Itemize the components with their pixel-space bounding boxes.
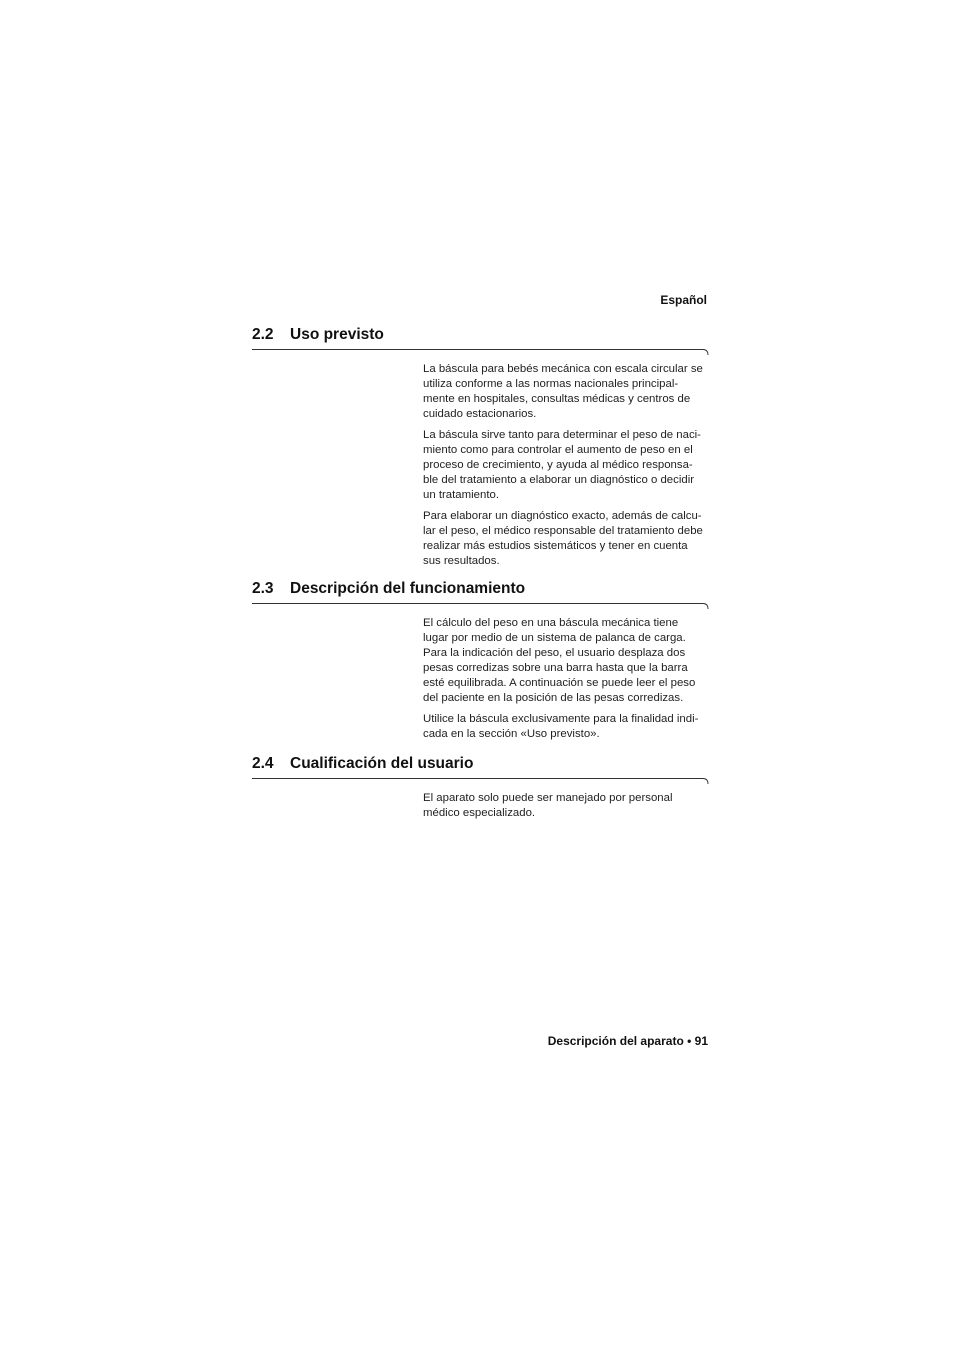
section-title: Cualificación del usuario: [290, 755, 474, 772]
section-title: Descripción del funcionamiento: [290, 580, 526, 597]
section-body: [423, 362, 711, 569]
section-rule: [252, 349, 709, 357]
paragraph: Para elaborar un diagnóstico exacto, además de calcu- lar el peso, el médico responsable del tratamiento debe realizar más estudios sistemáticos y tener en cuenta sus resultados.: [423, 510, 703, 567]
language-label: Español: [660, 293, 707, 307]
section-heading: [252, 579, 709, 599]
paragraph: La báscula para bebés mecánica con escala circular se utiliza conforme a las normas nacionales principal- mente en hospitales, consultas médicas y centros de cuidado estacionarios.: [423, 363, 703, 420]
section-body: [423, 791, 711, 821]
page-footer: Descripción del aparato • 91: [547, 1034, 708, 1048]
section-title: Uso previsto: [290, 326, 384, 343]
section-body: [423, 616, 711, 742]
section-number: 2.2: [252, 326, 274, 343]
section-rule: [252, 778, 709, 786]
section-uso-previsto: [252, 325, 709, 575]
section-cualificacion-usuario: [252, 754, 709, 827]
paragraph: El cálculo del peso en una báscula mecánica tiene lugar por medio de un sistema de palanca de carga. Para la indicación del peso, el usuario desplaza dos pesas corredizas sobre una barra hasta que la barra esté equilibrada. A continuación se puede leer el peso del paciente en la posición de las pesas corredizas.: [423, 617, 696, 704]
paragraph: El aparato solo puede ser manejado por personal médico especializado.: [423, 792, 673, 819]
paragraph: Utilice la báscula exclusivamente para la finalidad indi- cada en la sección «Uso previsto».: [423, 713, 699, 740]
section-number: 2.3: [252, 580, 274, 597]
section-heading: [252, 754, 709, 774]
section-rule: [252, 603, 709, 611]
section-heading: [252, 325, 709, 345]
section-descripcion-funcionamiento: [252, 579, 709, 748]
section-number: 2.4: [252, 755, 274, 772]
paragraph: La báscula sirve tanto para determinar el peso de naci- miento como para controlar el aumento de peso en el proceso de crecimiento, y ayuda al médico responsa- ble del tratamiento a elaborar un diagnóstico o decidir un tratamiento.: [423, 429, 701, 501]
